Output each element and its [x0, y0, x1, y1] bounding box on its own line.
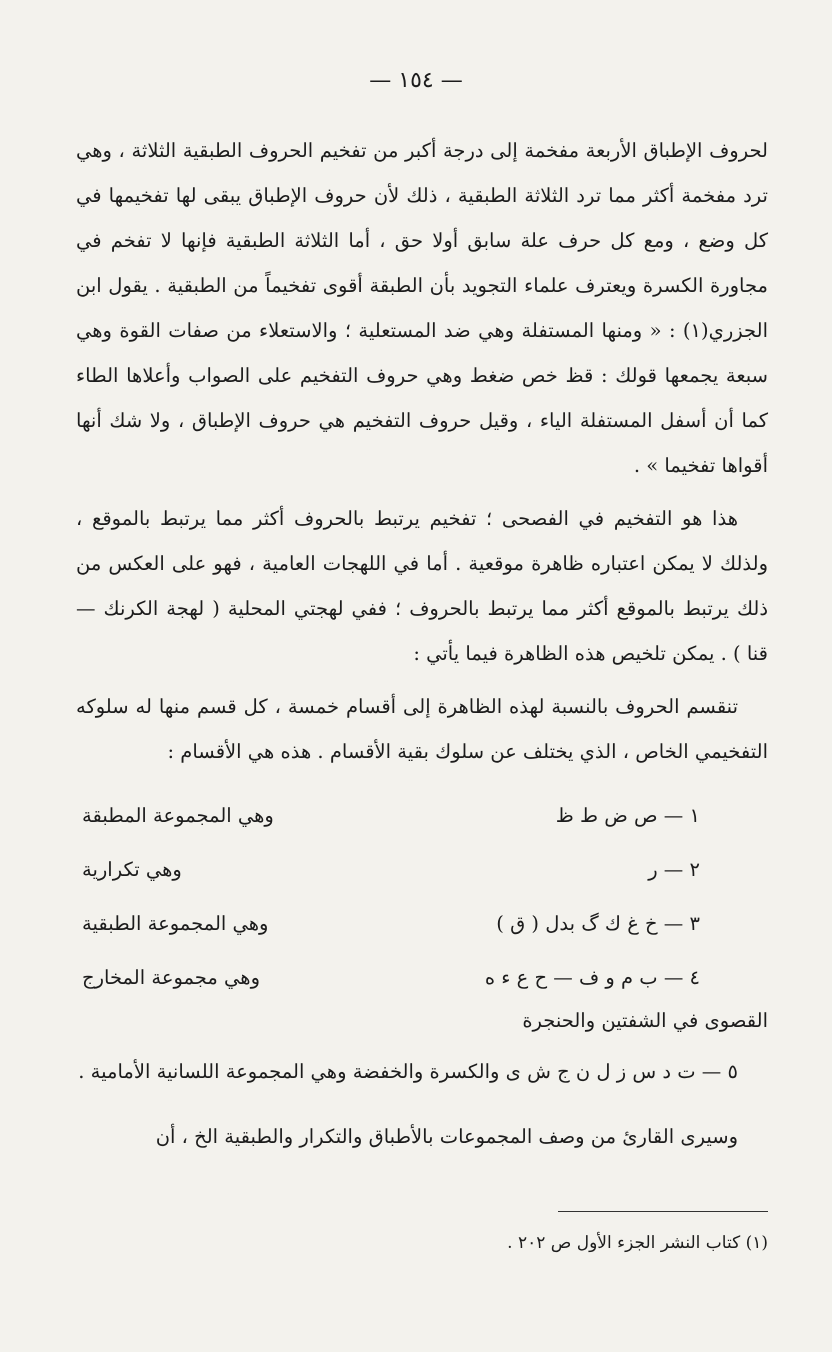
group-letters: ٣ — خ غ ك گ بدل ( ق ): [496, 911, 700, 935]
group-row-1: [76, 788, 768, 842]
group-letters: ١ — ص ض ط ظ: [555, 803, 700, 827]
group-row-4: [76, 950, 768, 1004]
group-row-2: [76, 842, 768, 896]
paragraph-3: تنقسم الحروف بالنسبة لهذه الظاهرة إلى أقسام خمسة ، كل قسم منها له سلوكه التفخيمي الخاص ، الذي يختلف عن سلوك بقية الأقسام . هذه هي الأقسام :: [76, 695, 768, 763]
footnote: (١) كتاب النشر الجزء الأول ص ٢٠٢ .: [507, 1233, 768, 1253]
group-description: وهي مجموعة المخارج: [82, 965, 260, 989]
group-letters: ٢ — ر: [648, 857, 700, 881]
group-description: وهي المجموعة المطبقة: [82, 803, 274, 827]
main-text: [76, 128, 768, 1159]
footnote-divider: [558, 1211, 768, 1212]
group-description: وهي المجموعة الطبقية: [82, 911, 269, 935]
closing-line: وسيرى القارئ من وصف المجموعات بالأطباق والتكرار والطبقية الخ ، أن: [155, 1125, 738, 1148]
group-row-5: ٥ — ت د س ز ل ن ج ش ى والكسرة والخفضة وهي المجموعة اللسانية الأمامية .: [78, 1060, 738, 1083]
group-row-3: [76, 896, 768, 950]
groups-list: [76, 788, 768, 1094]
paragraph-2: هذا هو التفخيم في الفصحى ؛ تفخيم يرتبط بالحروف أكثر مما يرتبط بالموقع ، ولذلك لا يمكن اعتباره ظاهرة موقعية . أما في اللهجات العامية ، فهو على العكس من ذلك يرتبط بالموقع أكثر مما يرتبط بالحروف ؛ ففي لهجتي المحلية ( لهجة الكرنك — قنا ) . يمكن تلخيص هذه الظاهرة فيما يأتي :: [76, 507, 768, 665]
paragraph-1: لحروف الإطباق الأربعة مفخمة إلى درجة أكبر من تفخيم الحروف الطبقية الثلاثة ، وهي ترد مفخمة أكثر مما ترد الثلاثة الطبقية ، ذلك لأن حروف الإطباق يبقى لها تفخيمها في كل وضع ، ومع كل حرف علة سابق أولا حق ، أما الثلاثة الطبقية فإنها لا تفخم في مجاورة الكسرة ويعترف علماء التجويد بأن الطبقة أقوى تفخيماً من الطبقية . يقول ابن الجزري(١) : « ومنها المستفلة وهي ضد المستعلية ؛ والاستعلاء من صفات القوة وهي سبعة يجمعها قولك : قظ خص ضغط وهي حروف التفخيم على الصواب وأعلاها الطاء كما أن أسفل المستفلة الياء ، وقيل حروف التفخيم هي حروف الإطباق ، ولا شك أنها أقواها تفخيما » .: [76, 139, 769, 477]
group-4-continuation: القصوى في الشفتين والحنجرة: [522, 1009, 768, 1032]
group-letters: ٤ — ب م و ف — ح ع ء ه: [484, 965, 700, 989]
page-number: — ١٥٤ —: [369, 68, 463, 93]
group-description: وهي تكرارية: [82, 857, 182, 881]
